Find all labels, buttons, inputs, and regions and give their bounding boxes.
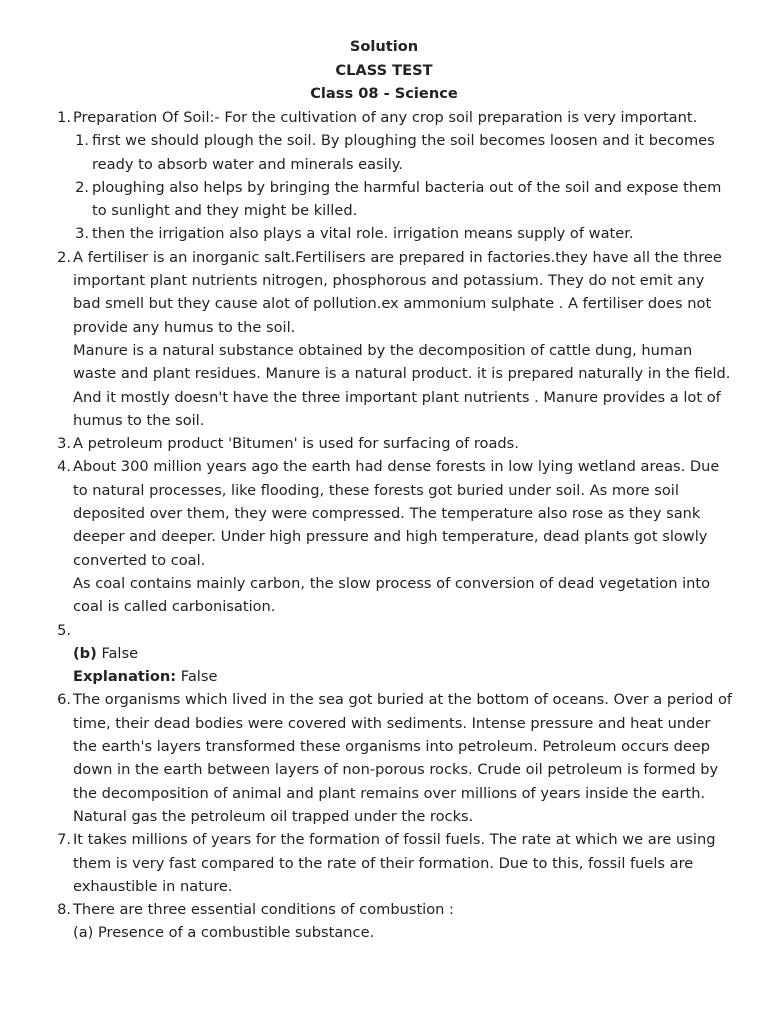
answer-paragraph: Manure is a natural substance obtained by the decomposition of cattle dung, human waste and plant residues. Manure is a natural product. it is prepared naturally in the field. And it mostly doesn't have the three important plant nutrients . Manure provides a lot of humus to the soil. [73, 341, 731, 429]
answer-choice [73, 642, 734, 665]
answer-number: 8. [57, 901, 71, 919]
answer-1 [0, 106, 768, 129]
condition-a: (a) Presence of a combustible substance. [73, 924, 375, 942]
class-test-heading: CLASS TEST [335, 61, 433, 79]
answer-number: 7. [57, 831, 71, 849]
answer-4 [0, 455, 768, 618]
answer-3 [0, 432, 768, 455]
answer-number: 4. [57, 458, 71, 476]
answers-list [0, 106, 768, 945]
answer-text: Preparation Of Soil:- For the cultivation of any crop soil preparation is very important. [73, 109, 698, 126]
blank-line [73, 619, 734, 642]
answer-1-subitem-3 [0, 222, 768, 245]
answer-number: 1. [57, 109, 71, 126]
explanation-label: Explanation: [73, 668, 177, 686]
answer-number: 6. [57, 691, 71, 709]
answer-choice-value: False [101, 644, 139, 662]
answer-number: 2. [57, 248, 71, 266]
answer-number: 3. [57, 435, 71, 453]
answer-8 [0, 898, 768, 945]
answer-text: There are three essential conditions of combustion : [73, 901, 454, 919]
subitem-number: 1. [75, 132, 89, 150]
answer-6 [0, 688, 768, 828]
answer-number: 5. [57, 621, 71, 639]
explanation-value: False [180, 668, 218, 686]
answer-choice-label: (b) [73, 644, 97, 662]
subitem-number: 3. [75, 225, 89, 243]
answer-text: It takes millions of years for the formation of fossil fuels. The rate at which we are using them is very fast compared to the rate of their formation. Due to this, fossil fuels are exhaustible in nature. [73, 831, 716, 895]
answer-text: The organisms which lived in the sea got buried at the bottom of oceans. Over a period of time, their dead bodies were covered with sediments. Intense pressure and heat under the earth's layers transformed these organisms into petroleum. Petroleum occurs deep down in the earth between layers of non-porous rocks. Crude oil petroleum is formed by the decomposition of animal and plant remains over millions of years inside the earth. Natural gas the petroleum oil trapped under the rocks. [73, 691, 733, 825]
answer-2 [0, 246, 768, 432]
solution-heading: Solution [349, 38, 419, 55]
answer-paragraph: As coal contains mainly carbon, the slow process of conversion of dead vegetation into coal is called carbonisation. [73, 574, 711, 616]
answer-paragraph: A fertiliser is an inorganic salt.Fertilisers are prepared in factories.they have all the three important plant nutrients nitrogen, phosphorous and potassium. They do not emit any bad smell but they cause alot of pollution.ex ammonium sulphate . A fertiliser does not provide any humus to the soil. [73, 248, 722, 336]
explanation [73, 665, 734, 688]
document-header [0, 35, 768, 106]
subitem-text: first we should plough the soil. By ploughing the soil becomes loosen and it becomes ready to absorb water and minerals easily. [92, 132, 715, 173]
subitem-text: then the irrigation also plays a vital role. irrigation means supply of water. [92, 225, 634, 243]
subitem-text: ploughing also helps by bringing the harmful bacteria out of the soil and expose them to sunlight and they might be killed. [92, 178, 722, 220]
answer-7 [0, 828, 768, 898]
answer-paragraph: About 300 million years ago the earth had dense forests in low lying wetland areas. Due to natural processes, like flooding, these forests got buried under soil. As more soil deposited over them, they were compressed. The temperature also rose as they sank deeper and deeper. Under high pressure and high temperature, dead plants got slowly converted to coal. [73, 458, 720, 569]
subitem-number: 2. [75, 178, 89, 196]
class-subject-heading: Class 08 - Science [310, 85, 458, 102]
answer-1-subitem-1 [0, 129, 768, 176]
answer-1-subitem-2 [0, 176, 768, 223]
answer-5 [0, 619, 768, 689]
answer-text: A petroleum product 'Bitumen' is used for surfacing of roads. [73, 435, 519, 453]
